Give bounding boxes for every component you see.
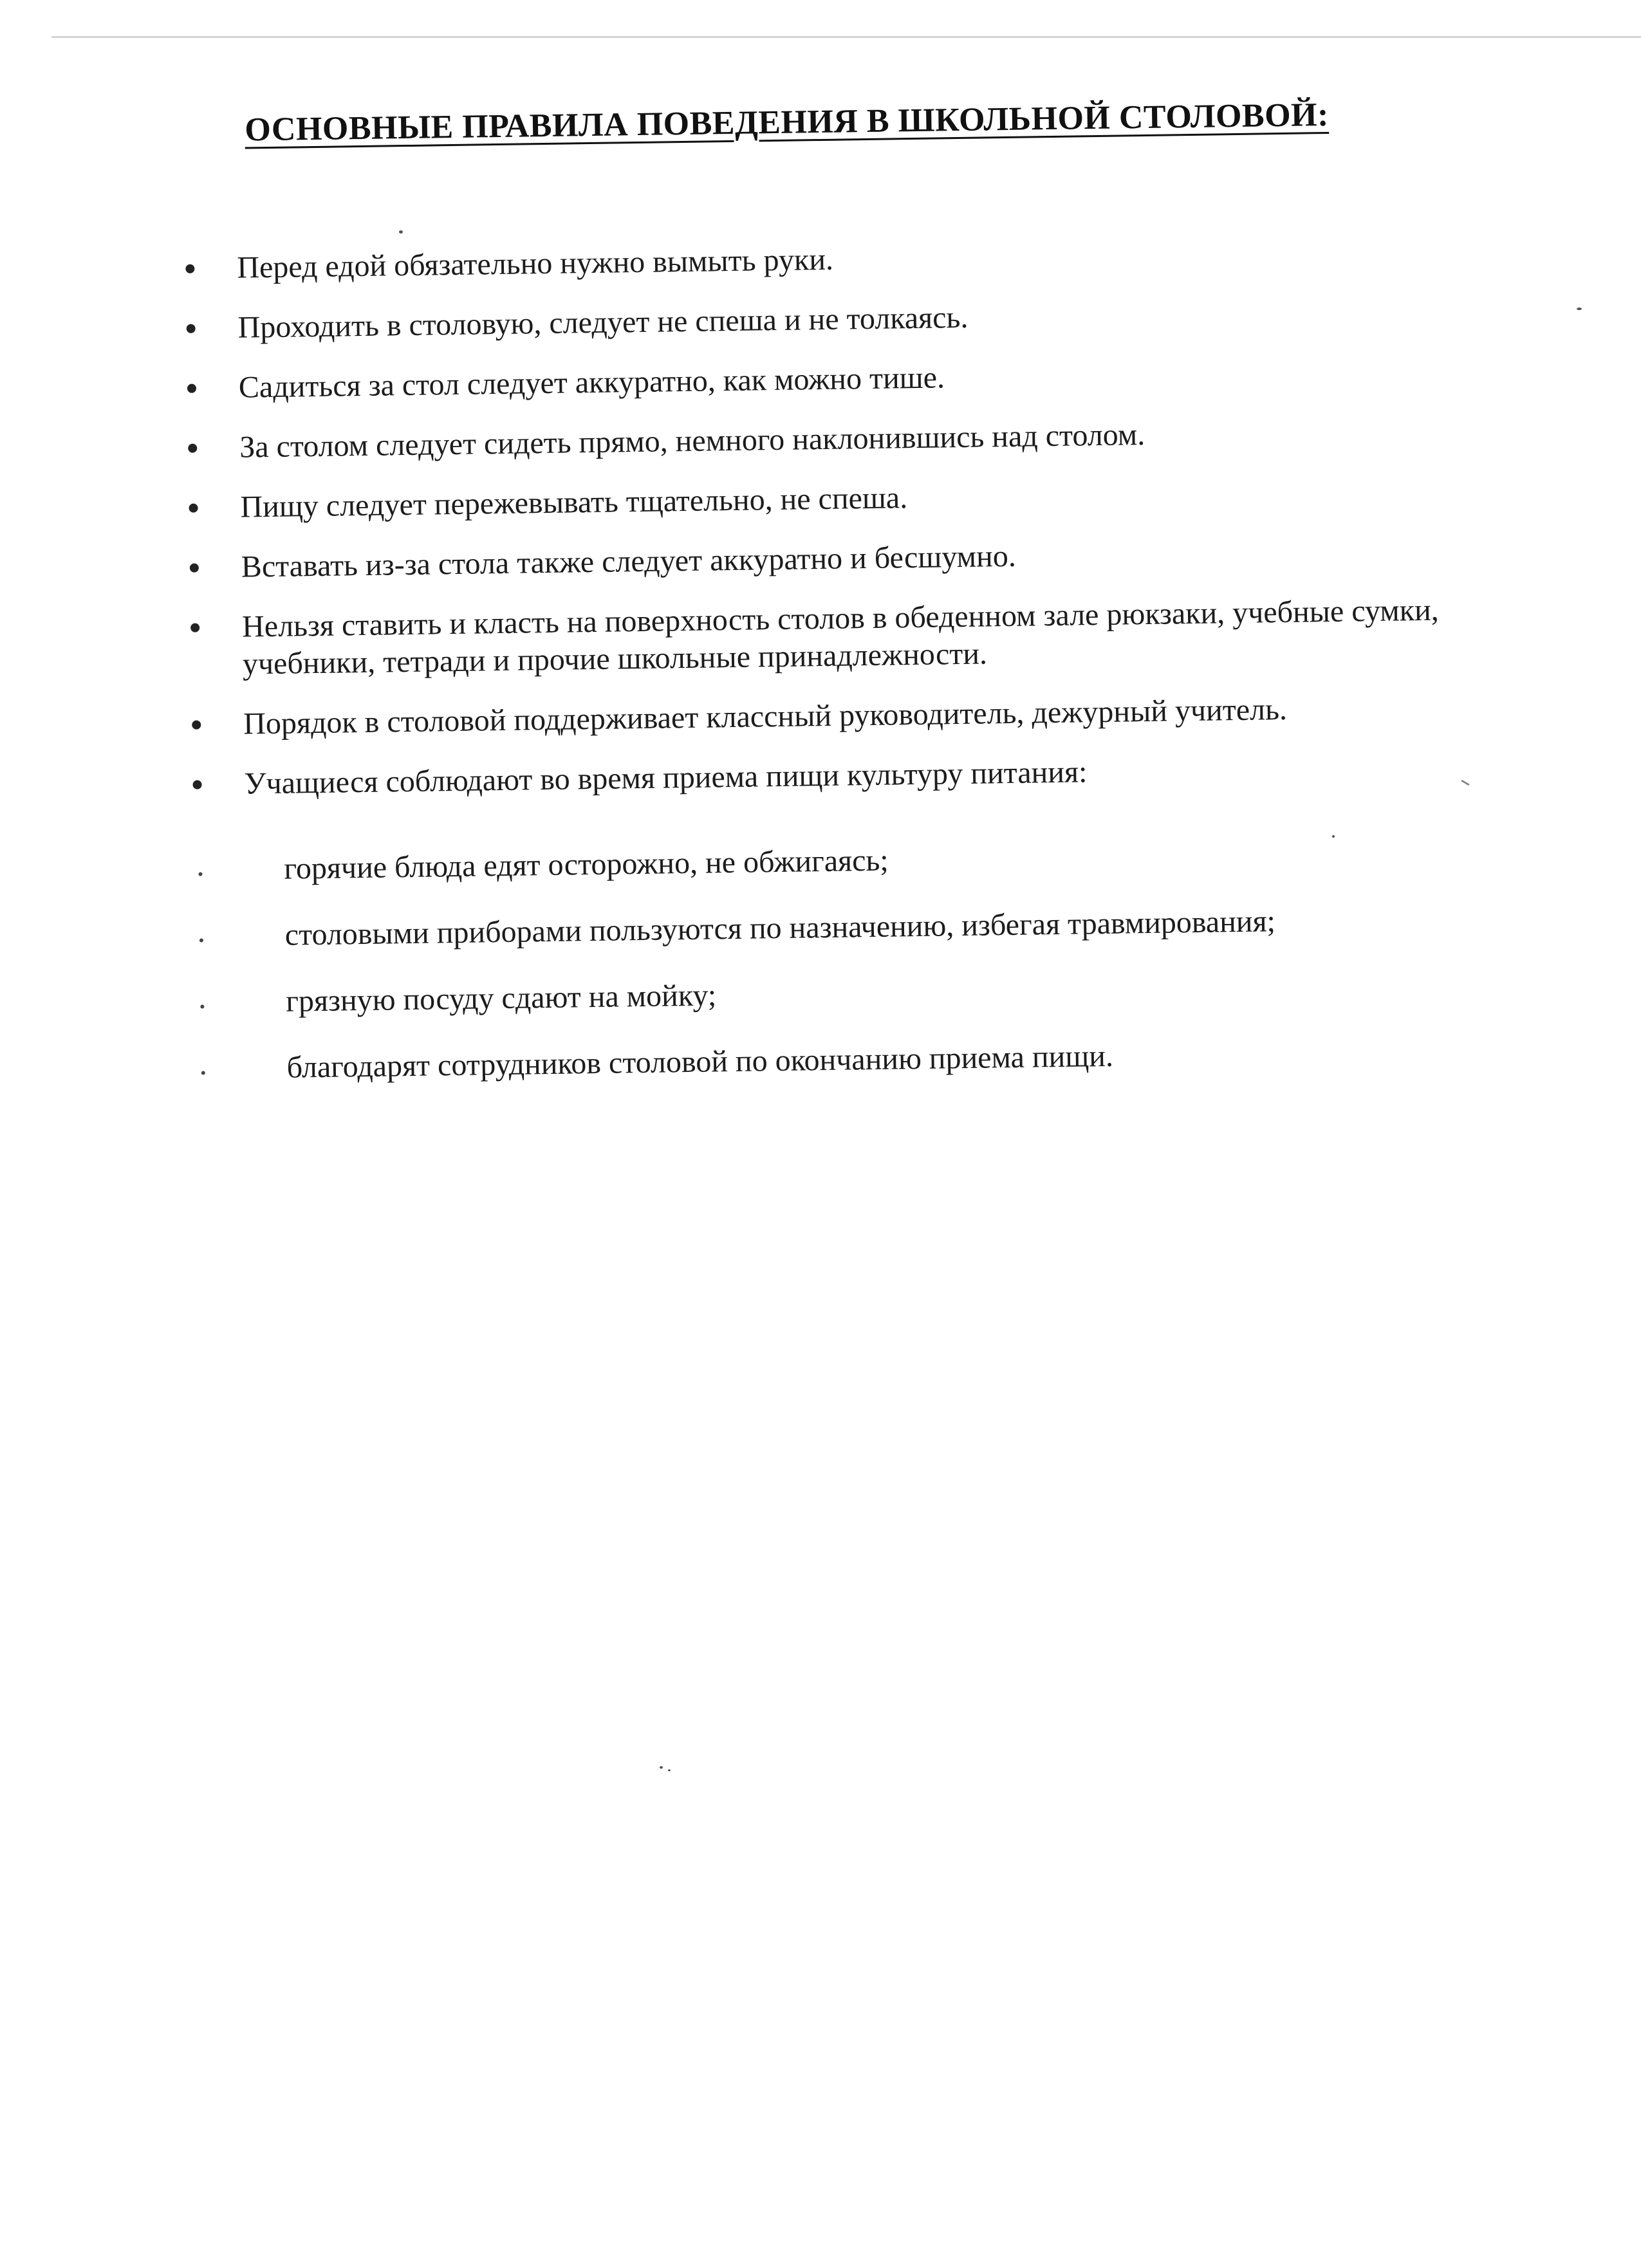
- culture-rule-item: [187, 1031, 1571, 1088]
- rule-item: [178, 351, 1562, 407]
- bullet-icon: [192, 721, 201, 730]
- bullet-icon: [190, 623, 199, 632]
- culture-rule-text: столовыми приборами пользуются по назначению, избегая травмирования;: [284, 904, 1276, 952]
- rule-text: Нельзя ставить и класть на поверхность столов в обеденном зале рюкзаки, учебные сумки, учебники, тетради и прочие школьные принадлежности.: [241, 593, 1440, 681]
- culture-rule-text: горячие блюда едят осторожно, не обжигаясь;: [284, 843, 889, 886]
- bullet-icon: [187, 324, 196, 333]
- small-dot-icon: [201, 1071, 205, 1074]
- culture-rules-list: [184, 833, 1571, 1117]
- rules-list: [176, 231, 1567, 826]
- small-dot-icon: [199, 939, 203, 943]
- rule-item: [176, 291, 1561, 347]
- culture-rule-item: [186, 965, 1570, 1022]
- rule-item: [182, 687, 1566, 744]
- small-dot-icon: [200, 1005, 204, 1009]
- rule-item: [181, 590, 1565, 684]
- rule-item: [183, 747, 1567, 804]
- bullet-icon: [189, 504, 198, 513]
- culture-rule-text: благодарят сотрудников столовой по окончанию приема пищи.: [286, 1038, 1114, 1085]
- rule-item: [178, 410, 1562, 467]
- rule-text: Вставать из-за стола также следует аккуратно и бесшумно.: [241, 539, 1017, 584]
- bullet-icon: [187, 384, 196, 393]
- rule-text: Проходить в столовую, следует не спеша и не толкаясь.: [237, 300, 969, 345]
- rule-text: За столом следует сидеть прямо, немного наклонившись над столом.: [239, 418, 1145, 465]
- rule-text: Порядок в столовой поддерживает классный руководитель, дежурный учитель.: [243, 692, 1288, 741]
- scan-speck: [668, 1769, 671, 1771]
- scan-speck: [399, 230, 403, 234]
- scan-speck: [660, 1766, 663, 1769]
- rule-text: Пищу следует пережевывать тщательно, не спеша.: [240, 481, 908, 524]
- rule-item: [180, 530, 1564, 587]
- bullet-icon: [192, 780, 201, 789]
- rule-text: Садиться за стол следует аккуратно, как можно тише.: [238, 360, 945, 405]
- document-title: ОСНОВНЫЕ ПРАВИЛА ПОВЕДЕНИЯ В ШКОЛЬНОЙ СТОЛОВОЙ:: [244, 96, 1330, 149]
- bullet-icon: [185, 264, 194, 273]
- culture-rule-item: [185, 899, 1569, 955]
- scan-speck: [1332, 835, 1335, 838]
- bullet-icon: [188, 444, 197, 453]
- culture-rule-item: [184, 833, 1568, 889]
- small-dot-icon: [198, 872, 202, 876]
- rule-text: Перед едой обязательно нужно вымыть руки.: [236, 242, 834, 285]
- bullet-icon: [190, 564, 199, 573]
- rule-item: [179, 470, 1563, 527]
- rule-item: [176, 231, 1560, 288]
- rule-text: Учащиеся соблюдают во время приема пищи культуру питания:: [244, 755, 1088, 801]
- scan-speck: [1577, 308, 1582, 310]
- culture-rule-text: грязную посуду сдают на мойку;: [285, 978, 717, 1019]
